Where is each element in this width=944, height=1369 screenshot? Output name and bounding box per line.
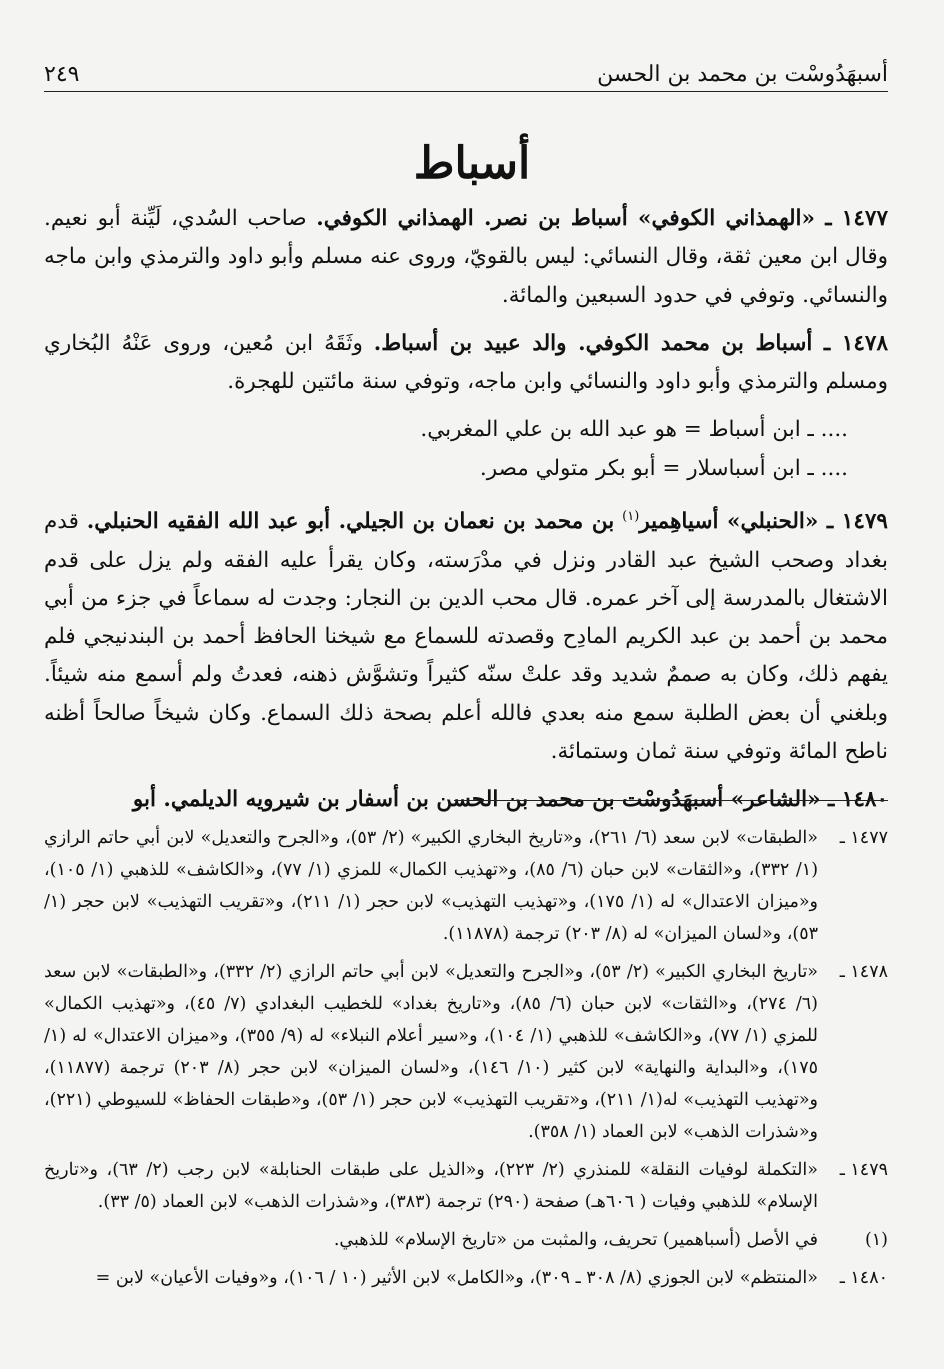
entry-1478-text: وثَقَهُ ابن مُعين، وروى عَنْهُ البُخاري ومسلم والترمذي وأبو داود والنسائي وابن ماجه، وتوفي سنة مائتين للهجرة. [44,330,888,395]
footnote-text: «المنتظم» لابن الجوزي (٨/ ٣٠٨ ـ ٣٠٩)، و«الكامل» لابن الأثير (١٠ / ١٠٦)، و«وفيات الأعيان» لابن = [95,1268,818,1288]
footnote-number: (١) [864,1230,888,1250]
entry-1477-lead: ١٤٧٧ ـ «الهمذاني الكوفي» أسباط بن نصر. الهمذاني الكوفي. [316,206,888,231]
page-number: ٢٤٩ [44,62,80,87]
entry-1477 [44,200,888,315]
footnote-text: «الطبقات» لابن سعد (٦/ ٢٦١)، و«تاريخ البخاري الكبير» (٢/ ٥٣)، و«الجرح والتعديل» لابن أبي حاتم الرازي (١/ ٣٣٢)، و«الثقات» لابن حبان (٦/ ٨٥)، و«تهذيب الكمال» للمزي (١/ ٧٧)، و«الكاشف» للذهبي (١/ ١٠٥)، و«ميزان الاعتدال» له (١/ ١٧٥)، و«تهذيب التهذيب» لابن حجر (١/ ٢١١)، و«تقريب التهذيب» لابن حجر (١/ ٥٣)، و«لسان الميزان» له (٨/ ٢٠٣) ترجمة (١١٨٧٨). [44,828,819,944]
entry-1479-lead-b: بن محمد بن نعمان بن الجيلي. أبو عبد الله الفقيه الحنبلي. [86,509,615,535]
footnote-1 [44,1224,888,1256]
entry-1478 [44,325,888,402]
footnote-1480 [44,1262,888,1294]
footnote-1477 [44,822,888,950]
entry-1479-lead-a: ١٤٧٩ ـ «الحنبلي» أسياهِمير [639,509,888,535]
cross-ref-2: .... ـ ابن أسباسلار = أبو بكر متولي مصر. [479,455,848,481]
footnote-text: «التكملة لوفيات النقلة» للمنذري (٢/ ٢٢٣)، و«الذيل على طبقات الحنابلة» لابن رجب (٢/ ٦٣)، و«تاريخ الإسلام» للذهبي وفيات ( ٦٠٦هـ) صفحة (٢٩٠) ترجمة (٣٨٣)، و«شذرات الذهب» لابن العماد (٥/ ٣٣). [44,1160,818,1212]
entry-1480-start: ١٤٨٠ ـ «الشاعر» أسبهَدُوسْت بن محمد بن الحسن بن أسفار بن شيرويه الديلمي. أبو [132,787,888,813]
footnote-number: ١٤٧٨ ـ [839,962,888,982]
footnote-number: ١٤٧٧ ـ [839,828,888,848]
footnote-number: ١٤٧٩ ـ [839,1160,888,1180]
page-header [44,52,888,92]
entry-1479 [44,498,888,771]
footnote-text: في الأصل (أسباهمير) تحريف، والمثبت من «تاريخ الإسلام» للذهبي. [333,1230,818,1250]
footnote-number: ١٤٨٠ ـ [839,1268,888,1288]
main-text [44,200,888,830]
footnote-text: «تاريخ البخاري الكبير» (٢/ ٥٣)، و«الجرح والتعديل» لابن أبي حاتم الرازي (٢/ ٣٣٢)، و«الطبقات» لابن سعد (٦/ ٢٧٤)، و«الثقات» لابن حبان (٦/ ٨٥)، و«تاريخ بغداد» للخطيب البغدادي (٧/ ٤٥)، و«تهذيب الكمال» للمزي (١/ ٧٧)، و«الكاشف» للذهبي (١/ ١٠٤)، و«سير أعلام النبلاء» له (٩/ ٣٥٥)، و«ميزان الاعتدال» له (١/ ١٧٥)، و«البداية والنهاية» لابن كثير (١٠/ ١٤٦)، و«لسان الميزان» لابن حجر (٨/ ٢٠٣) ترجمة (١١٨٧٧)، و«تهذيب التهذيب» له(١/ ٢١١)، و«تقريب التهذيب» لابن حجر (١/ ٥٣)، و«طبقات الحفاظ» للسيوطي (٢٢١)، و«شذرات الذهب» لابن العماد (١/ ٣٥٨). [44,962,819,1142]
entry-1479-text: قدم بغداد وصحب الشيخ عبد القادر ونزل في مدْرَسته، وكان يقرأ عليه الفقه ولم يزل على قدم الاشتغال بالمدرسة إلى آخر عمره. قال محب الدين بن النجار: وجدت له سماعاً في جزء من أبي محمد بن أحمد بن عبد الكريم المادِح وقصدته للسماع مع شيخنا الحافظ أحمد بن البندنيجي فلم يفهم ذلك، وكان به صممٌ شديد وقد علتْ سنّه كثيراً وتشوَّش ذهنه، فعدتُ ولم أسمع منه شيئاً. وبلغني أن بعض الطلبة سمع منه بعدي فالله أعلم بصحة ذلك السماع. وكان شيخاً صالحاً أظنه ناطح المائة وتوفي سنة ثمان وستمائة. [44,509,888,765]
running-title: أسبهَدُوسْت بن محمد بن الحسن [597,62,888,87]
section-title: أسباط [413,138,531,189]
footnote-1478 [44,956,888,1148]
entry-1478-lead: ١٤٧٨ ـ أسباط بن محمد الكوفي. والد عبيد بن أسباط. [373,330,889,356]
entry-1477-text: صاحب السُدي، لَيِّنة أبو نعيم. وقال ابن معين ثقة، وقال النسائي: ليس بالقويّ، وروى عنه مسلم وأبو داود والترمذي وابن ماجه والنسائي. وتوفي في حدود السبعين والمائة. [44,206,888,308]
cross-ref-1: .... ـ ابن أسباط = هو عبد الله بن علي المغربي. [420,417,848,443]
footnote-divider [454,800,888,801]
footnotes [44,822,888,1300]
footnote-marker: (١) [622,509,640,525]
footnote-1479 [44,1154,888,1218]
